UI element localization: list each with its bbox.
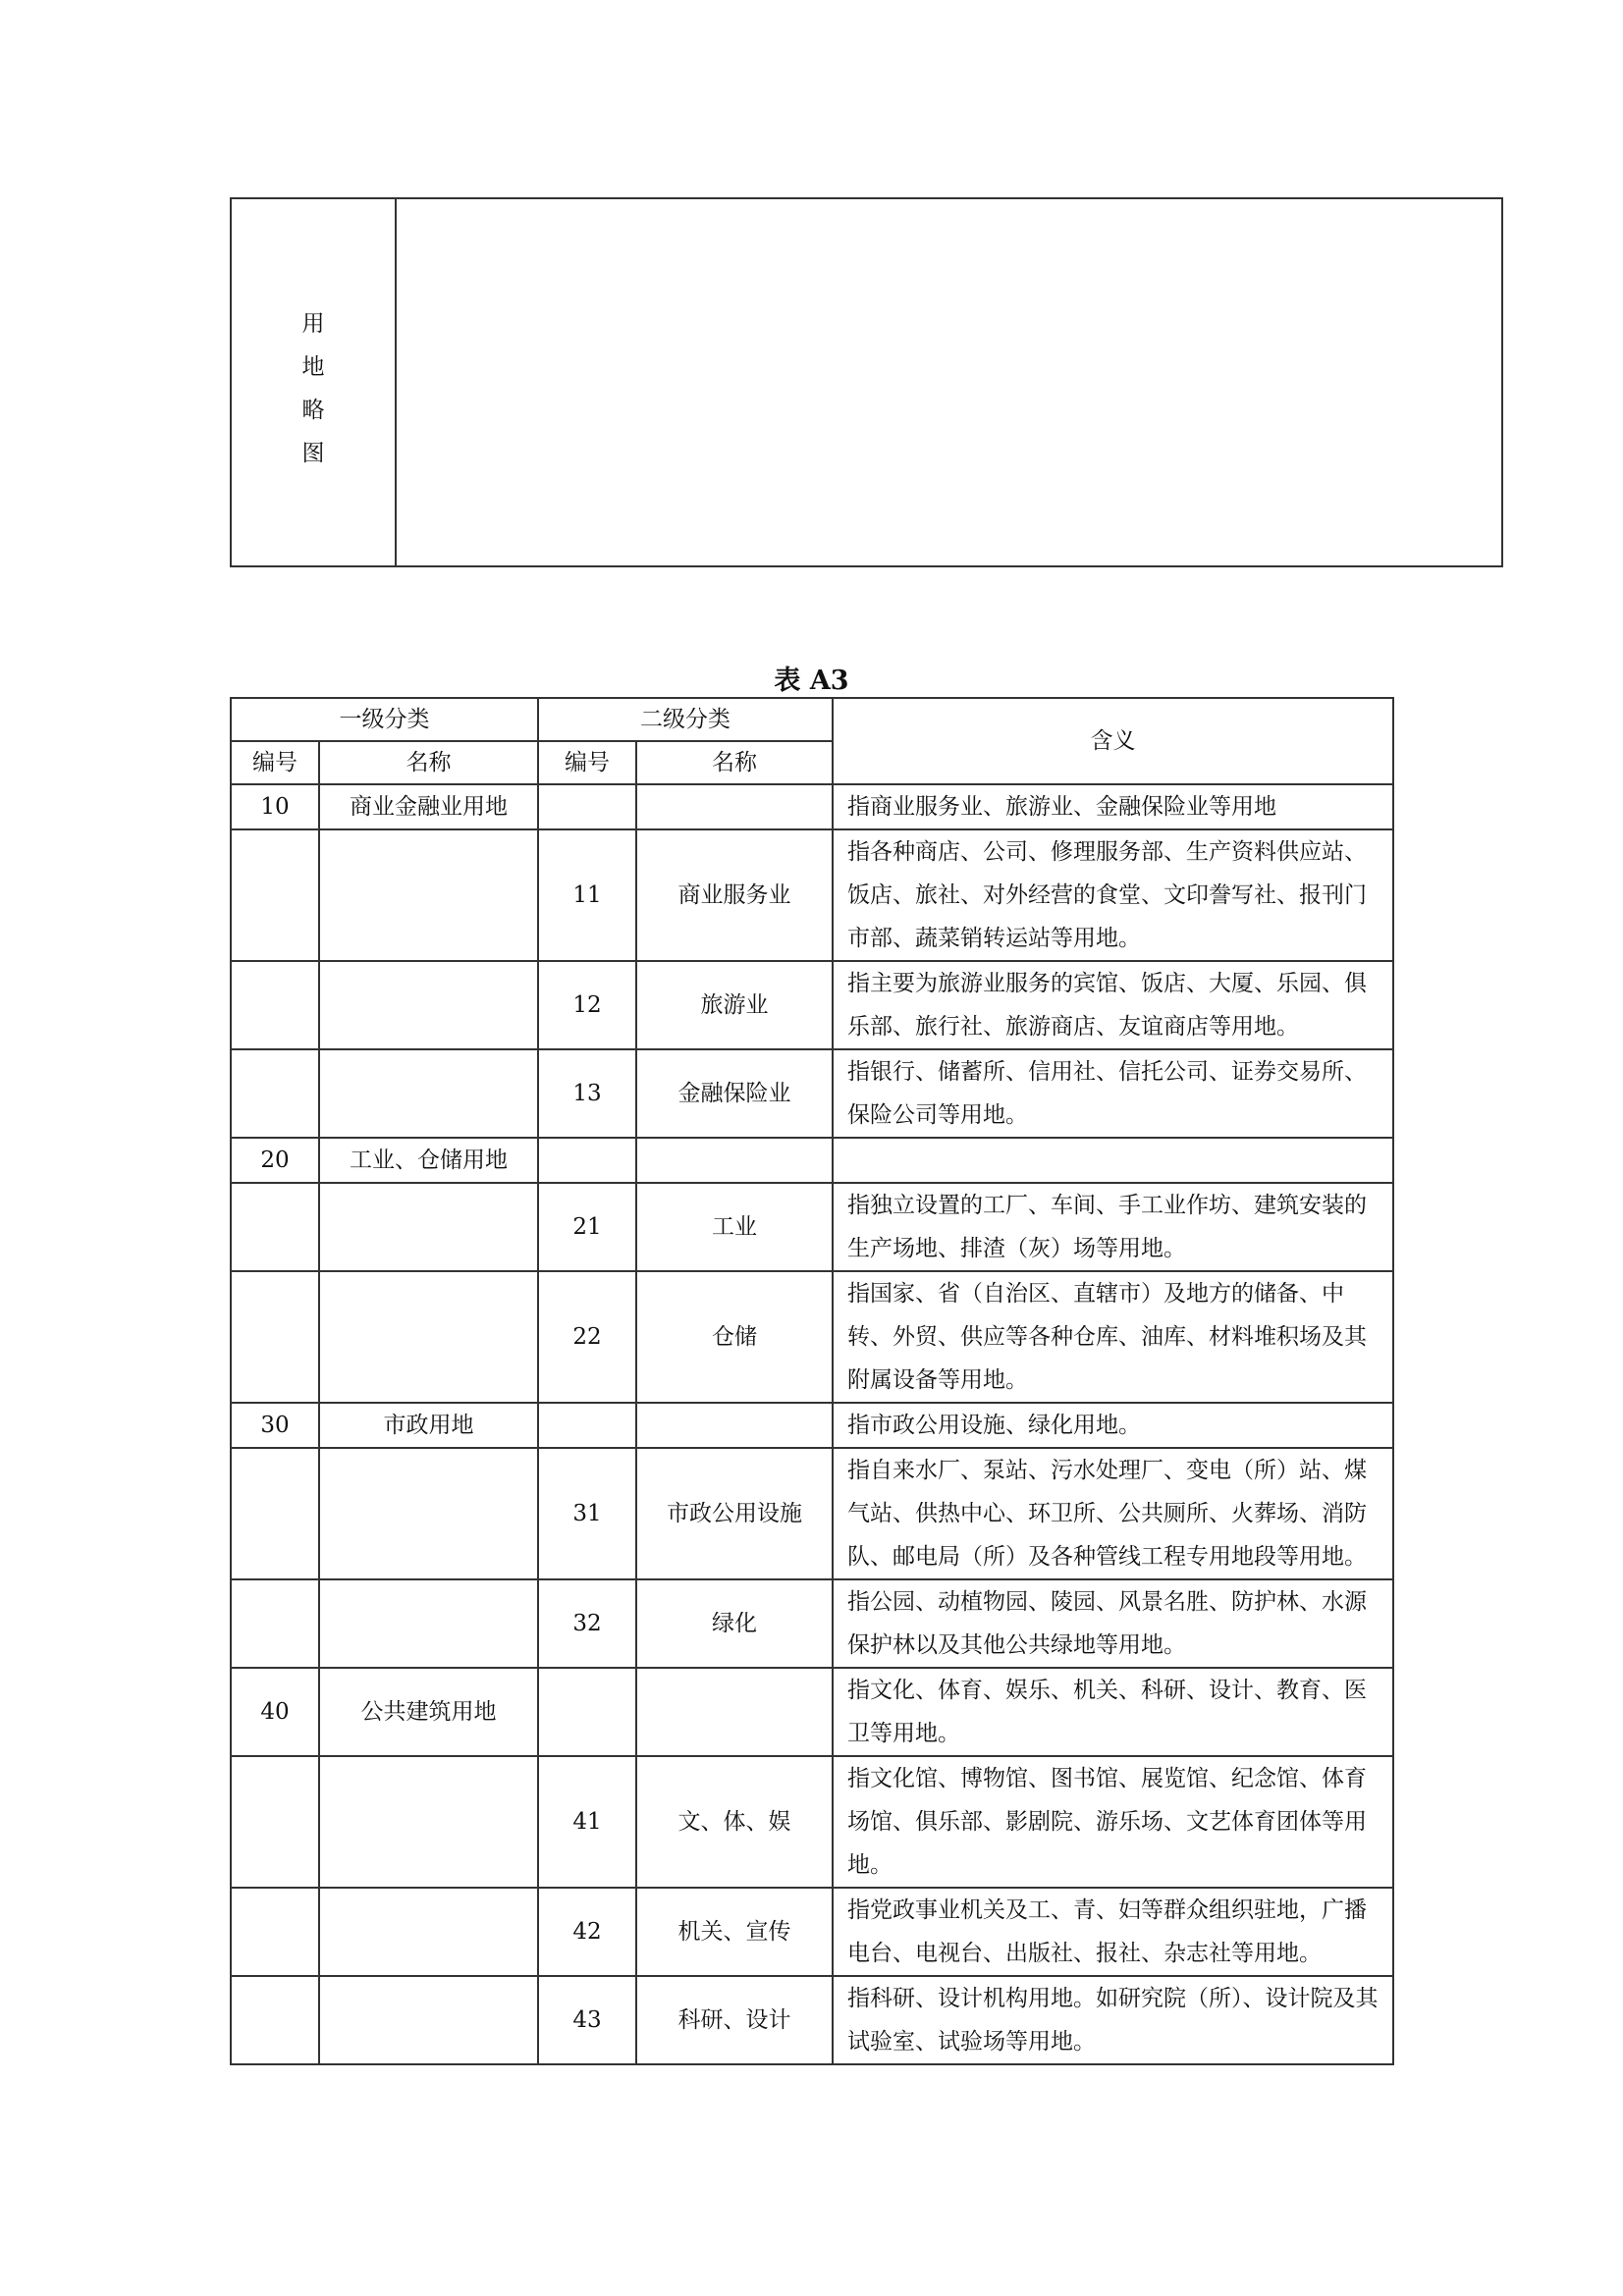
cell-level2-code: 43: [538, 1976, 636, 2064]
cell-meaning: 指银行、储蓄所、信用社、信托公司、证券交易所、保险公司等用地。: [833, 1049, 1393, 1138]
cell-level2-name: 旅游业: [636, 961, 833, 1049]
cell-level1-code: [231, 1049, 319, 1138]
cell-level1-code: [231, 1579, 319, 1668]
cell-level1-name: [319, 1888, 538, 1976]
cell-meaning: 指市政公用设施、绿化用地。: [833, 1403, 1393, 1448]
cell-level1-name: 工业、仓储用地: [319, 1138, 538, 1183]
cell-level2-name: [636, 1138, 833, 1183]
cell-level2-name: 仓储: [636, 1271, 833, 1403]
cell-level1-code: [231, 1183, 319, 1271]
cell-meaning: 指自来水厂、泵站、污水处理厂、变电（所）站、煤气站、供热中心、环卫所、公共厕所、火葬场、消防队、邮电局（所）及各种管线工程专用地段等用地。: [833, 1448, 1393, 1579]
cell-level1-code: [231, 961, 319, 1049]
table-row: [231, 1976, 1393, 2064]
cell-level2-code: 13: [538, 1049, 636, 1138]
table-row: [231, 1049, 1393, 1138]
site-sketch-label: [232, 302, 395, 475]
cell-level1-name: [319, 829, 538, 961]
cell-level2-code: 32: [538, 1579, 636, 1668]
header-name-2: 名称: [636, 741, 833, 784]
table-row: [231, 1448, 1393, 1579]
cell-level2-name: 机关、宣传: [636, 1888, 833, 1976]
cell-level1-code: [231, 1448, 319, 1579]
cell-level2-name: [636, 784, 833, 829]
cell-level2-name: 工业: [636, 1183, 833, 1271]
header-code-2: 编号: [538, 741, 636, 784]
cell-level2-code: 12: [538, 961, 636, 1049]
table-row: [231, 1888, 1393, 1976]
cell-level2-name: 金融保险业: [636, 1049, 833, 1138]
cell-meaning: 指独立设置的工厂、车间、手工业作坊、建筑安装的生产场地、排渣（灰）场等用地。: [833, 1183, 1393, 1271]
cell-level1-code: 10: [231, 784, 319, 829]
label-char: 略: [301, 398, 325, 423]
header-meaning: 含义: [833, 698, 1393, 784]
cell-level1-code: 20: [231, 1138, 319, 1183]
cell-level2-name: 绿化: [636, 1579, 833, 1668]
cell-level2-code: 31: [538, 1448, 636, 1579]
cell-level2-name: [636, 1403, 833, 1448]
cell-level2-code: [538, 784, 636, 829]
cell-level1-name: [319, 1049, 538, 1138]
table-row: [231, 1668, 1393, 1756]
label-char: 地: [301, 354, 325, 380]
cell-level1-name: [319, 1271, 538, 1403]
cell-level2-code: [538, 1138, 636, 1183]
cell-level1-code: 30: [231, 1403, 319, 1448]
cell-level1-code: 40: [231, 1668, 319, 1756]
table-body: [231, 784, 1393, 2064]
cell-meaning: 指公园、动植物园、陵园、风景名胜、防护林、水源保护林以及其他公共绿地等用地。: [833, 1579, 1393, 1668]
cell-level1-name: [319, 1448, 538, 1579]
cell-level1-code: [231, 1976, 319, 2064]
cell-level1-name: [319, 1756, 538, 1888]
cell-level2-code: 11: [538, 829, 636, 961]
cell-level2-name: 市政公用设施: [636, 1448, 833, 1579]
cell-level1-code: [231, 1888, 319, 1976]
table-row: [231, 1579, 1393, 1668]
header-name-1: 名称: [319, 741, 538, 784]
cell-meaning: 指主要为旅游业服务的宾馆、饭店、大厦、乐园、俱乐部、旅行社、旅游商店、友谊商店等用地。: [833, 961, 1393, 1049]
table-row: [231, 1271, 1393, 1403]
cell-level1-name: 商业金融业用地: [319, 784, 538, 829]
table-row: [231, 1403, 1393, 1448]
cell-meaning: 指各种商店、公司、修理服务部、生产资料供应站、饭店、旅社、对外经营的食堂、文印誊写社、报刊门市部、蔬菜销转运站等用地。: [833, 829, 1393, 961]
land-use-classification-table: [230, 697, 1394, 2065]
cell-meaning: 指党政事业机关及工、青、妇等群众组织驻地，广播电台、电视台、出版社、报社、杂志社等用地。: [833, 1888, 1393, 1976]
table-caption: 表 A3: [774, 666, 849, 696]
cell-level2-name: 科研、设计: [636, 1976, 833, 2064]
cell-level2-name: [636, 1668, 833, 1756]
cell-level2-code: [538, 1403, 636, 1448]
table-row: [231, 1756, 1393, 1888]
header-code-1: 编号: [231, 741, 319, 784]
cell-meaning: 指文化、体育、娱乐、机关、科研、设计、教育、医卫等用地。: [833, 1668, 1393, 1756]
site-sketch-box: [230, 197, 1503, 567]
column-divider: [395, 199, 397, 565]
table-row: [231, 1138, 1393, 1183]
cell-level2-code: 21: [538, 1183, 636, 1271]
label-char: 用: [301, 311, 325, 337]
cell-level1-name: 市政用地: [319, 1403, 538, 1448]
cell-level2-code: 42: [538, 1888, 636, 1976]
cell-level2-name: 商业服务业: [636, 829, 833, 961]
cell-level2-name: 文、体、娱: [636, 1756, 833, 1888]
cell-level1-name: [319, 1579, 538, 1668]
cell-meaning: 指科研、设计机构用地。如研究院（所）、设计院及其试验室、试验场等用地。: [833, 1976, 1393, 2064]
label-char: 图: [301, 441, 325, 466]
table-row: [231, 784, 1393, 829]
cell-level1-code: [231, 1756, 319, 1888]
header-level1: 一级分类: [231, 698, 538, 741]
cell-level1-name: [319, 961, 538, 1049]
cell-level1-code: [231, 1271, 319, 1403]
cell-level2-code: 22: [538, 1271, 636, 1403]
cell-level1-name: 公共建筑用地: [319, 1668, 538, 1756]
cell-meaning: 指商业服务业、旅游业、金融保险业等用地: [833, 784, 1393, 829]
table-row: [231, 1183, 1393, 1271]
cell-level1-name: [319, 1183, 538, 1271]
cell-meaning: 指文化馆、博物馆、图书馆、展览馆、纪念馆、体育场馆、俱乐部、影剧院、游乐场、文艺体育团体等用地。: [833, 1756, 1393, 1888]
header-level2: 二级分类: [538, 698, 833, 741]
cell-meaning: [833, 1138, 1393, 1183]
table-row: [231, 961, 1393, 1049]
cell-level1-name: [319, 1976, 538, 2064]
cell-level2-code: 41: [538, 1756, 636, 1888]
cell-level2-code: [538, 1668, 636, 1756]
cell-meaning: 指国家、省（自治区、直辖市）及地方的储备、中转、外贸、供应等各种仓库、油库、材料堆积场及其附属设备等用地。: [833, 1271, 1393, 1403]
cell-level1-code: [231, 829, 319, 961]
table-row: [231, 829, 1393, 961]
